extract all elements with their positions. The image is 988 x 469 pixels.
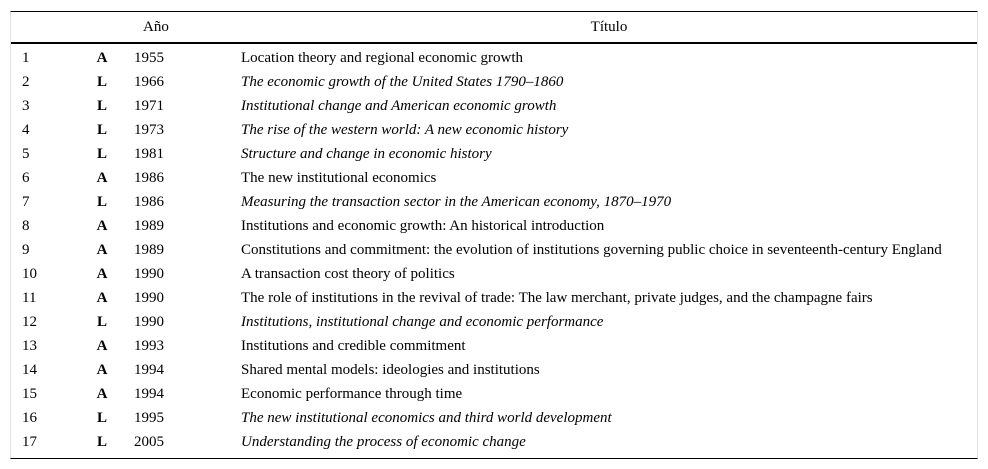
row-number: 11 xyxy=(22,289,37,306)
row-number: 5 xyxy=(22,145,30,162)
row-title: Institutions and credible commitment xyxy=(241,337,466,354)
row-title: Institutions and economic growth: An historical introduction xyxy=(241,217,605,234)
table-row xyxy=(11,334,977,358)
row-type: A xyxy=(96,289,108,306)
table-row xyxy=(11,238,977,262)
row-title: Institutional change and American economic growth xyxy=(241,97,557,114)
row-number: 1 xyxy=(22,49,30,66)
row-year: 1966 xyxy=(134,73,164,90)
row-type: A xyxy=(96,49,108,66)
table-row xyxy=(11,358,977,382)
row-year: 1955 xyxy=(134,49,164,66)
table-row xyxy=(11,214,977,238)
row-title: The rise of the western world: A new economic history xyxy=(241,121,569,138)
row-type: A xyxy=(96,385,108,402)
table-row xyxy=(11,166,977,190)
row-type: L xyxy=(96,193,107,210)
table-row xyxy=(11,142,977,166)
row-title: Institutions, institutional change and economic performance xyxy=(241,313,604,330)
table-header xyxy=(11,12,977,43)
row-number: 12 xyxy=(22,313,37,330)
row-number: 10 xyxy=(22,265,37,282)
table-row xyxy=(11,70,977,94)
row-type: L xyxy=(96,121,107,138)
row-title: The new institutional economics xyxy=(241,169,437,186)
row-type: L xyxy=(96,73,107,90)
row-year: 1993 xyxy=(134,337,164,354)
row-title: Shared mental models: ideologies and institutions xyxy=(241,361,540,378)
header-number xyxy=(11,12,78,43)
row-title: The economic growth of the United States 1790–1860 xyxy=(241,73,564,90)
table-row xyxy=(11,406,977,430)
row-year: 1995 xyxy=(134,409,164,426)
row-title: Structure and change in economic history xyxy=(241,145,492,162)
row-year: 1994 xyxy=(134,385,164,402)
table-row xyxy=(11,430,977,458)
row-year: 1973 xyxy=(134,121,164,138)
row-type: A xyxy=(96,361,108,378)
table-row xyxy=(11,286,977,310)
publications-table xyxy=(11,12,977,458)
table-row xyxy=(11,262,977,286)
row-type: L xyxy=(96,145,107,162)
row-title: Economic performance through time xyxy=(241,385,463,402)
row-number: 9 xyxy=(22,241,30,258)
row-year: 1986 xyxy=(134,193,164,210)
row-type: L xyxy=(96,97,107,114)
row-number: 2 xyxy=(22,73,30,90)
row-number: 16 xyxy=(22,409,37,426)
row-title: The role of institutions in the revival of trade: The law merchant, private judges, and the champagne fairs xyxy=(241,289,873,306)
row-year: 1994 xyxy=(134,361,164,378)
row-number: 3 xyxy=(22,97,30,114)
row-title: The new institutional economics and third world development xyxy=(241,409,612,426)
row-year: 1990 xyxy=(134,289,164,306)
row-year: 1990 xyxy=(134,313,164,330)
row-year: 1986 xyxy=(134,169,164,186)
table-row xyxy=(11,190,977,214)
header-title: Título xyxy=(227,12,977,43)
row-type: A xyxy=(96,241,108,258)
header-row xyxy=(11,12,977,43)
row-number: 17 xyxy=(22,433,37,450)
row-type: A xyxy=(96,337,108,354)
row-type: A xyxy=(96,169,108,186)
row-year: 2005 xyxy=(134,433,164,450)
publications-table-container xyxy=(10,11,978,459)
row-number: 13 xyxy=(22,337,37,354)
table-row xyxy=(11,310,977,334)
row-title: Constitutions and commitment: the evolution of institutions governing public choice in seventeenth-century England xyxy=(241,241,942,258)
row-year: 1981 xyxy=(134,145,164,162)
row-title: A transaction cost theory of politics xyxy=(241,265,455,282)
row-title: Location theory and regional economic growth xyxy=(241,49,523,66)
header-type xyxy=(78,12,126,43)
row-number: 8 xyxy=(22,217,30,234)
header-year: Año xyxy=(126,12,227,43)
row-type: L xyxy=(96,313,107,330)
row-number: 14 xyxy=(22,361,37,378)
row-type: A xyxy=(96,265,108,282)
row-title: Measuring the transaction sector in the American economy, 1870–1970 xyxy=(241,193,672,210)
table-row xyxy=(11,43,977,70)
row-number: 4 xyxy=(22,121,30,138)
row-number: 7 xyxy=(22,193,30,210)
row-type: L xyxy=(96,433,107,450)
row-type: L xyxy=(96,409,107,426)
row-title: Understanding the process of economic change xyxy=(241,433,526,450)
row-number: 15 xyxy=(22,385,37,402)
row-year: 1989 xyxy=(134,241,164,258)
row-year: 1971 xyxy=(134,97,164,114)
row-type: A xyxy=(96,217,108,234)
row-year: 1989 xyxy=(134,217,164,234)
table-row xyxy=(11,382,977,406)
table-row xyxy=(11,118,977,142)
table-body xyxy=(11,43,977,458)
row-number: 6 xyxy=(22,169,30,186)
row-year: 1990 xyxy=(134,265,164,282)
table-row xyxy=(11,94,977,118)
